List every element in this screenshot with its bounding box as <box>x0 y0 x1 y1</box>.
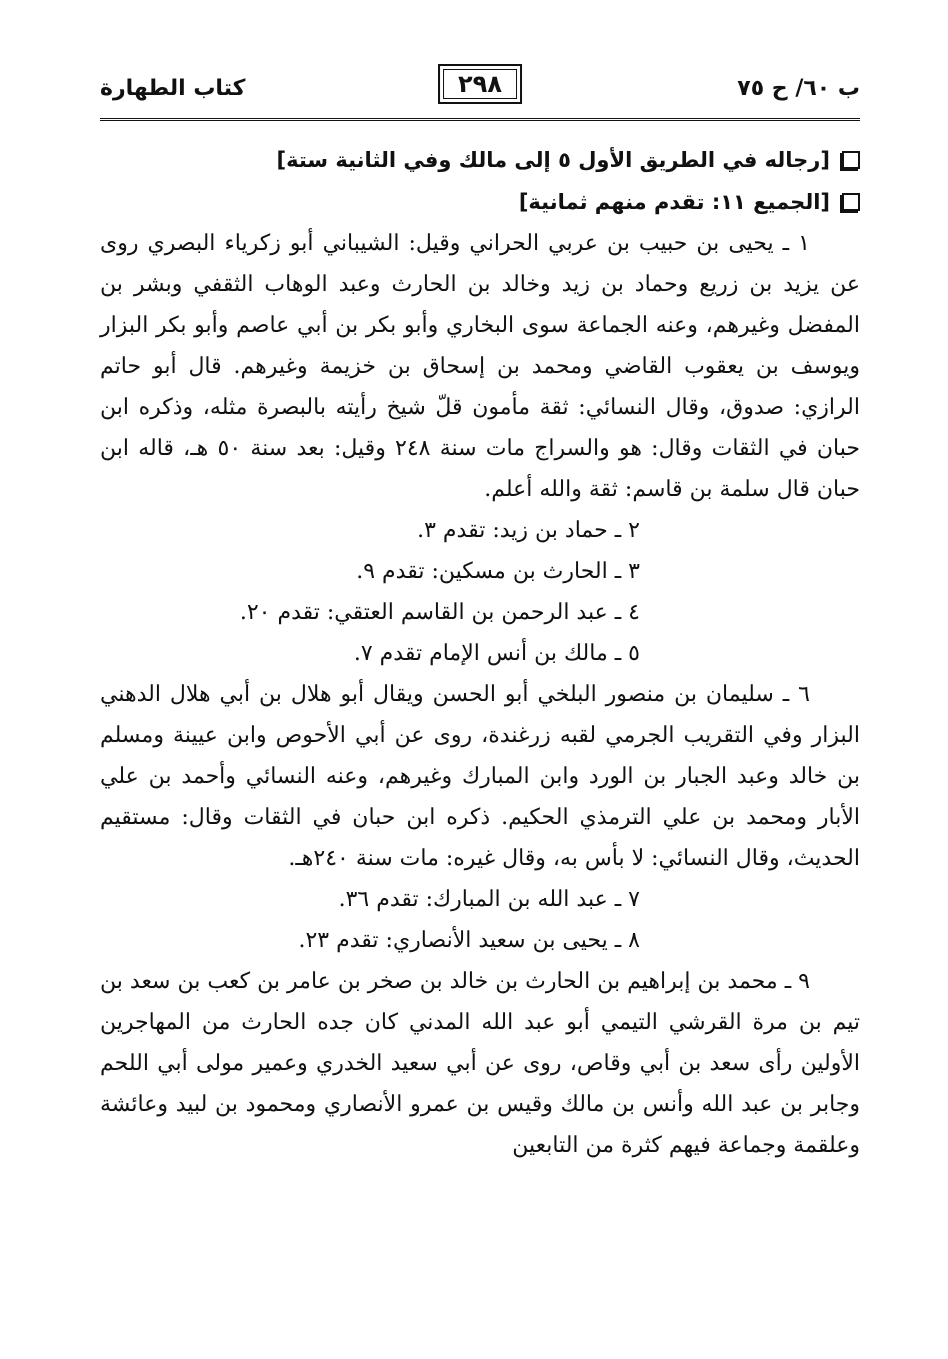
section-bullet <box>100 139 860 181</box>
narrator-biography: ٦ ـ سليمان بن منصور البلخي أبو الحسن ويقال أبو هلال بن أبي هلال الدهني البزار وفي التقريب الجرمي لقبه زرغندة، روى عن أبي الأحوص وابن عيينة ومسلم بن خالد وعبد الجبار بن الورد وابن المبارك وغيرهم، وعنه النسائي وأحمد بن علي الأبار ومحمد بن علي الترمذي الحكيم. ذكره ابن حبان في الثقات وقال: مستقيم الحديث، وقال النسائي: لا بأس به، وقال غيره: مات سنة ٢٤٠هـ. <box>100 682 860 871</box>
narrator-reference: ٢ ـ حماد بن زيد: تقدم ٣. <box>417 518 640 543</box>
bullet-text: [الجميع ١١: تقدم منهم ثمانية] <box>518 190 830 214</box>
narrator-reference: ٤ ـ عبد الرحمن بن القاسم العتقي: تقدم ٢٠. <box>239 600 640 625</box>
narrator-reference: ٣ ـ الحارث بن مسكين: تقدم ٩. <box>356 559 640 584</box>
book-page <box>100 62 860 1166</box>
narrator-reference: ٨ ـ يحيى بن سعيد الأنصاري: تقدم ٢٣. <box>298 928 640 953</box>
narrator-biography: ١ ـ يحيى بن حبيب بن عربي الحراني وقيل: الشيباني أبو زكرياء البصري روى عن يزيد بن زريع وحماد بن زيد وخالد بن الحارث وعبد الوهاب الثقفي وبشر بن المفضل وغيرهم، وعنه الجماعة سوى البخاري وأبو بكر بن أبي عاصم وأبو بكر البزار ويوسف بن يعقوب القاضي ومحمد بن إسحاق بن خزيمة وغيرهم. قال أبو حاتم الرازي: صدوق، وقال النسائي: ثقة مأمون قلّ شيخ رأيته بالبصرة مثله، وذكره ابن حبان في الثقات وقال: هو والسراج مات سنة ٢٤٨ وقيل: بعد سنة ٥٠ هـ، قاله ابن حبان قال سلمة بن قاسم: ثقة والله أعلم. <box>100 231 861 502</box>
chapter-reference: ب ٦٠/ ح ٧٥ <box>737 76 860 101</box>
narrator-reference: ٥ ـ مالك بن أنس الإمام تقدم ٧. <box>353 641 640 666</box>
narrator-reference: ٧ ـ عبد الله بن المبارك: تقدم ٣٦. <box>338 887 640 912</box>
section-bullet <box>100 181 860 223</box>
bullet-text: [رجاله في الطريق الأول ٥ إلى مالك وفي الثانية ستة] <box>276 148 830 172</box>
checkbox-square-icon <box>842 193 860 211</box>
checkbox-square-icon <box>842 151 860 169</box>
page-header <box>100 62 860 121</box>
narrator-biography: ٩ ـ محمد بن إبراهيم بن الحارث بن خالد بن صخر بن عامر بن كعب بن سعد بن تيم بن مرة القرشي التيمي أبو عبد الله المدني كان جده الحارث من المهاجرين الأولين رأى سعد بن أبي وقاص، روى عن أبي سعيد الخدري وعمير مولى أبي اللحم وجابر بن عبد الله وأنس بن مالك وقيس بن عمرو الأنصاري ومحمود بن لبيد وعائشة وعلقمة وجماعة فيهم كثرة من التابعين <box>100 969 860 1158</box>
page-content <box>100 139 860 1166</box>
book-title: كتاب الطهارة <box>100 76 246 101</box>
page-number: ٢٩٨ <box>438 64 522 104</box>
